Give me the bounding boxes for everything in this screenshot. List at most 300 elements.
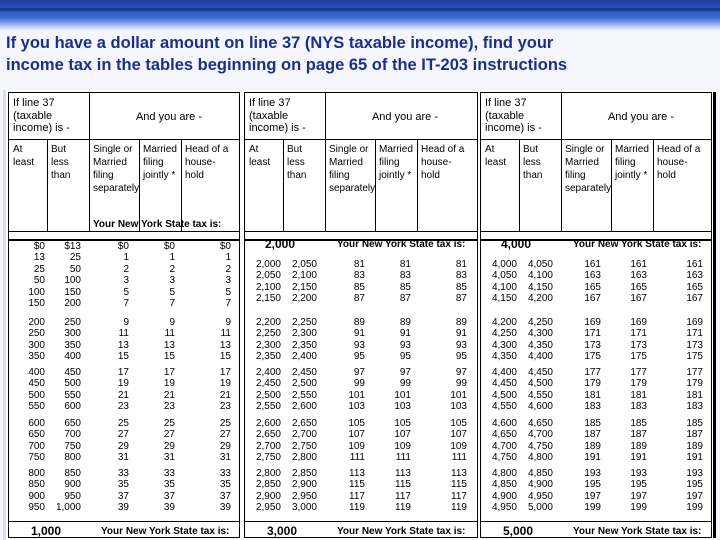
nys-tax-label-footer: Your New York State tax is: bbox=[573, 526, 702, 537]
tax-cell: 150 bbox=[28, 298, 45, 309]
tax-cell: 25 bbox=[117, 418, 129, 429]
tax-cell: 115 bbox=[395, 479, 411, 491]
tax-cell: 2,250 bbox=[255, 328, 281, 340]
footer-amount: 5,000 bbox=[503, 524, 534, 538]
tax-cell: 19 bbox=[219, 378, 231, 390]
header-married-jointly: Married filing jointly * bbox=[615, 144, 649, 181]
tax-cell: 17 bbox=[117, 367, 129, 378]
tax-cell: 4,050 bbox=[491, 270, 517, 282]
tax-cell: 189 bbox=[630, 440, 647, 452]
tax-cell: 2,050 bbox=[255, 270, 281, 282]
tax-cell: 4,800 bbox=[527, 452, 553, 464]
column-divider bbox=[375, 139, 376, 231]
tax-cell: 15 bbox=[163, 351, 175, 363]
tax-cell: 4,700 bbox=[527, 429, 553, 441]
tax-cell: 13 bbox=[219, 339, 231, 351]
tax-cell: 25 bbox=[163, 418, 175, 429]
header-single-or-married: Single or Married filing separately bbox=[93, 144, 140, 194]
header-head-of-household: Head of a house-hold bbox=[657, 144, 701, 181]
tax-cell: 185 bbox=[630, 418, 647, 429]
tax-cell: 109 bbox=[394, 440, 411, 452]
row-divider bbox=[245, 139, 477, 140]
tax-cell: 197 bbox=[686, 490, 703, 502]
tax-table-sheet bbox=[6, 90, 716, 540]
column-divider bbox=[181, 139, 182, 231]
tax-cell: 195 bbox=[686, 479, 703, 491]
nys-tax-label-footer: Your New York State tax is: bbox=[337, 526, 466, 537]
tax-cell: 19 bbox=[117, 378, 129, 390]
nys-tax-label: Your New York State tax is: bbox=[573, 239, 702, 250]
tax-cell: 2,400 bbox=[255, 367, 281, 378]
tax-cell: 105 bbox=[450, 418, 467, 429]
tax-cell: 13 bbox=[33, 252, 45, 264]
column-divider bbox=[561, 93, 562, 231]
tax-cell: 2,600 bbox=[291, 401, 317, 413]
tax-cell: 189 bbox=[686, 440, 703, 452]
tax-cell: 5 bbox=[169, 286, 175, 298]
tax-cell: 197 bbox=[630, 490, 647, 502]
row-divider bbox=[481, 139, 711, 140]
tax-table-panel-1 bbox=[8, 92, 240, 538]
tax-cell: 600 bbox=[64, 401, 81, 413]
tax-cell: 163 bbox=[584, 270, 601, 282]
tax-cell: 250 bbox=[64, 317, 81, 328]
tax-cell: 91 bbox=[399, 328, 411, 340]
tax-cell: 2,200 bbox=[291, 293, 317, 305]
tax-cell: 29 bbox=[163, 440, 175, 452]
tax-cell: 2,850 bbox=[255, 479, 281, 491]
tax-cell: 27 bbox=[163, 429, 175, 441]
tax-cell: 191 bbox=[584, 452, 601, 464]
tax-cell: 4,900 bbox=[527, 479, 553, 491]
row-divider bbox=[245, 231, 477, 232]
tax-cell: 181 bbox=[584, 389, 601, 401]
tax-cell: $13 bbox=[64, 241, 81, 252]
tax-cell: 87 bbox=[455, 293, 467, 305]
tax-cell: 119 bbox=[451, 502, 467, 514]
tax-cell: 161 bbox=[630, 259, 647, 270]
tax-cell: 2 bbox=[123, 263, 129, 275]
tax-cell: 189 bbox=[584, 440, 601, 452]
tax-cell: 167 bbox=[584, 293, 601, 305]
tax-cell: 23 bbox=[163, 401, 175, 413]
tax-cell: 103 bbox=[348, 401, 365, 413]
tax-cell: 81 bbox=[455, 259, 467, 270]
tax-cell: 89 bbox=[455, 317, 467, 328]
tax-cell: 13 bbox=[117, 339, 129, 351]
header-but-less-than: But less than bbox=[287, 144, 307, 181]
header-head-of-household: Head of a house-hold bbox=[185, 144, 229, 181]
tax-cell: 3,000 bbox=[291, 502, 317, 514]
tax-cell: 117 bbox=[349, 490, 365, 502]
header-married-jointly: Married filing jointly * bbox=[143, 144, 177, 181]
column-divider bbox=[47, 139, 48, 231]
tax-cell: 4,500 bbox=[527, 378, 553, 390]
slide-header-bar bbox=[0, 0, 720, 30]
nys-tax-label: Your New York State tax is: bbox=[337, 239, 466, 250]
tax-cell: 161 bbox=[686, 259, 703, 270]
tax-cell: 95 bbox=[353, 351, 365, 363]
tax-cell: 105 bbox=[348, 418, 365, 429]
tax-cell: 4,200 bbox=[527, 293, 553, 305]
tax-cell: 3 bbox=[123, 275, 129, 287]
tax-cell: 4,600 bbox=[527, 401, 553, 413]
tax-cell: 400 bbox=[28, 367, 45, 378]
tax-cell: 31 bbox=[219, 452, 231, 464]
tax-cell: 179 bbox=[584, 378, 601, 390]
tax-cell: 650 bbox=[64, 418, 81, 429]
tax-cell: 85 bbox=[353, 281, 365, 293]
tax-cell: 109 bbox=[450, 440, 467, 452]
tax-cell: 4,500 bbox=[491, 389, 517, 401]
tax-cell: 165 bbox=[686, 281, 703, 293]
tax-cell: 2,350 bbox=[291, 339, 317, 351]
tax-cell: 99 bbox=[455, 378, 467, 390]
tax-cell: 81 bbox=[353, 259, 365, 270]
nys-tax-label: Your New York State tax is: bbox=[93, 219, 222, 230]
tax-cell: 2,900 bbox=[291, 479, 317, 491]
header-and-you-are: And you are - bbox=[607, 111, 675, 123]
tax-cell: 1 bbox=[225, 252, 231, 264]
tax-cell: 4,350 bbox=[491, 351, 517, 363]
tax-cell: 750 bbox=[28, 452, 45, 464]
tax-cell: 2,000 bbox=[255, 259, 281, 270]
tax-cell: 13 bbox=[163, 339, 175, 351]
tax-cell: $0 bbox=[33, 241, 45, 252]
tax-cell: 39 bbox=[219, 502, 231, 514]
column-divider bbox=[325, 93, 326, 231]
tax-cell: 111 bbox=[349, 452, 365, 464]
tax-cell: 4,300 bbox=[491, 339, 517, 351]
tax-cell: 2,650 bbox=[291, 418, 317, 429]
column-divider bbox=[89, 93, 90, 231]
tax-cell: 39 bbox=[163, 502, 175, 514]
tax-cell: 93 bbox=[455, 339, 467, 351]
tax-cell: 4,650 bbox=[527, 418, 553, 429]
tax-cell: 105 bbox=[394, 418, 411, 429]
tax-cell: 195 bbox=[584, 479, 601, 491]
tax-cell: 800 bbox=[28, 468, 45, 479]
tax-cell: 4,150 bbox=[491, 293, 517, 305]
header-at-least: At least bbox=[485, 144, 507, 168]
tax-cell: 35 bbox=[219, 479, 231, 491]
tax-cell: 4,450 bbox=[491, 378, 517, 390]
tax-cell: 2 bbox=[225, 263, 231, 275]
tax-cell: 950 bbox=[28, 502, 45, 514]
tax-cell: 23 bbox=[117, 401, 129, 413]
tax-cell: 4,850 bbox=[527, 468, 553, 479]
tax-cell: 91 bbox=[353, 328, 365, 340]
tax-cell: 2,500 bbox=[291, 378, 317, 390]
tax-cell: 350 bbox=[64, 339, 81, 351]
tax-cell: $0 bbox=[219, 241, 231, 252]
nys-tax-label-footer: Your New York State tax is: bbox=[101, 526, 230, 537]
tax-cell: 175 bbox=[686, 351, 703, 363]
tax-cell: 185 bbox=[584, 418, 601, 429]
tax-cell: 175 bbox=[584, 351, 601, 363]
tax-cell: 200 bbox=[64, 298, 81, 309]
tax-cell: 17 bbox=[219, 367, 231, 378]
tax-cell: 89 bbox=[399, 317, 411, 328]
tax-cell: 87 bbox=[399, 293, 411, 305]
tax-cell: 9 bbox=[225, 317, 231, 328]
tax-cell: 700 bbox=[28, 440, 45, 452]
tax-cell: 3 bbox=[169, 275, 175, 287]
tax-cell: 183 bbox=[630, 401, 647, 413]
row-divider bbox=[481, 521, 711, 522]
tax-cell: 2,700 bbox=[255, 440, 281, 452]
tax-cell: 165 bbox=[630, 281, 647, 293]
tax-cell: 11 bbox=[164, 328, 175, 340]
tax-cell: 93 bbox=[353, 339, 365, 351]
tax-cell: 4,250 bbox=[527, 317, 553, 328]
tax-cell: 2,950 bbox=[291, 490, 317, 502]
tax-cell: 163 bbox=[630, 270, 647, 282]
tax-cell: 800 bbox=[64, 452, 81, 464]
tax-cell: 171 bbox=[686, 328, 703, 340]
tax-cell: 100 bbox=[64, 275, 81, 287]
tax-cell: 177 bbox=[630, 367, 647, 378]
section-amount: 4,000 bbox=[501, 237, 532, 251]
tax-cell: 117 bbox=[395, 490, 411, 502]
tax-cell: 2,650 bbox=[255, 429, 281, 441]
tax-cell: 19 bbox=[163, 378, 175, 390]
tax-cell: 25 bbox=[33, 263, 45, 275]
tax-cell: $0 bbox=[163, 241, 175, 252]
column-divider bbox=[139, 139, 140, 231]
tax-cell: 173 bbox=[686, 339, 703, 351]
tax-cell: 5 bbox=[225, 286, 231, 298]
tax-cell: 183 bbox=[584, 401, 601, 413]
tax-cell: 119 bbox=[395, 502, 411, 514]
tax-cell: 350 bbox=[28, 351, 45, 363]
footer-amount: 3,000 bbox=[267, 524, 298, 538]
tax-cell: 9 bbox=[169, 317, 175, 328]
tax-cell: 87 bbox=[353, 293, 365, 305]
header-but-less-than: But less than bbox=[523, 144, 543, 181]
tax-cell: 300 bbox=[64, 328, 81, 340]
tax-cell: 33 bbox=[163, 468, 175, 479]
tax-cell: 83 bbox=[399, 270, 411, 282]
header-single-or-married: Single or Married filing separately bbox=[329, 144, 376, 194]
tax-cell: 4,850 bbox=[491, 479, 517, 491]
slide-title bbox=[6, 32, 716, 76]
row-divider bbox=[9, 521, 239, 522]
tax-cell: 4,350 bbox=[527, 339, 553, 351]
tax-cell: 650 bbox=[28, 429, 45, 441]
tax-cell: 550 bbox=[64, 389, 81, 401]
tax-cell: 97 bbox=[455, 367, 467, 378]
tax-cell: 177 bbox=[584, 367, 601, 378]
tax-cell: 107 bbox=[348, 429, 365, 441]
tax-cell: 91 bbox=[455, 328, 467, 340]
tax-cell: 11 bbox=[118, 328, 129, 340]
tax-cell: 4,800 bbox=[491, 468, 517, 479]
tax-cell: 2,150 bbox=[291, 281, 317, 293]
tax-cell: 173 bbox=[630, 339, 647, 351]
tax-cell: 2,900 bbox=[255, 490, 281, 502]
tax-cell: 7 bbox=[123, 298, 129, 309]
section-amount: 2,000 bbox=[265, 237, 296, 251]
tax-cell: 900 bbox=[28, 490, 45, 502]
tax-cell: 700 bbox=[64, 429, 81, 441]
tax-cell: 193 bbox=[686, 468, 703, 479]
tax-cell: 450 bbox=[28, 378, 45, 390]
tax-cell: 2,600 bbox=[255, 418, 281, 429]
tax-cell: 113 bbox=[395, 468, 411, 479]
tax-cell: 101 bbox=[348, 389, 365, 401]
tax-cell: 103 bbox=[450, 401, 467, 413]
tax-cell: 115 bbox=[349, 479, 365, 491]
header-at-least: At least bbox=[13, 144, 35, 168]
column-divider bbox=[417, 139, 418, 231]
tax-cell: 2,300 bbox=[291, 328, 317, 340]
tax-cell: 115 bbox=[451, 479, 467, 491]
tax-cell: 21 bbox=[117, 389, 129, 401]
tax-cell: 9 bbox=[123, 317, 129, 328]
tax-cell: 2,100 bbox=[255, 281, 281, 293]
tax-cell: 1 bbox=[169, 252, 175, 264]
tax-cell: 179 bbox=[686, 378, 703, 390]
tax-cell: 500 bbox=[28, 389, 45, 401]
tax-cell: 167 bbox=[686, 293, 703, 305]
column-divider bbox=[283, 139, 284, 231]
tax-cell: 15 bbox=[219, 351, 231, 363]
header-and-you-are: And you are - bbox=[135, 111, 203, 123]
header-if-line: If line 37 (taxable income) is - bbox=[13, 97, 70, 134]
tax-cell: 119 bbox=[349, 502, 365, 514]
tax-cell: 175 bbox=[630, 351, 647, 363]
tax-cell: 23 bbox=[219, 401, 231, 413]
tax-cell: 173 bbox=[584, 339, 601, 351]
tax-cell: 600 bbox=[28, 418, 45, 429]
footer-amount: 1,000 bbox=[31, 524, 62, 538]
tax-cell: 21 bbox=[163, 389, 175, 401]
tax-cell: 21 bbox=[219, 389, 231, 401]
tax-cell: 117 bbox=[451, 490, 467, 502]
tax-cell: 2,400 bbox=[291, 351, 317, 363]
tax-cell: 2,350 bbox=[255, 351, 281, 363]
tax-cell: 15 bbox=[117, 351, 129, 363]
tax-cell: 85 bbox=[455, 281, 467, 293]
tax-cell: 4,100 bbox=[527, 270, 553, 282]
tax-cell: 2,550 bbox=[255, 401, 281, 413]
tax-cell: 2,750 bbox=[255, 452, 281, 464]
column-divider bbox=[653, 139, 654, 231]
tax-cell: 199 bbox=[584, 502, 601, 514]
tax-cell: 107 bbox=[394, 429, 411, 441]
tax-cell: 4,950 bbox=[491, 502, 517, 514]
tax-table-panel-2 bbox=[244, 92, 478, 538]
tax-cell: 37 bbox=[117, 490, 129, 502]
tax-cell: 11 bbox=[220, 328, 231, 340]
header-if-line: If line 37 (taxable income) is - bbox=[249, 97, 306, 134]
tax-cell: 4,450 bbox=[527, 367, 553, 378]
tax-cell: 4,700 bbox=[491, 440, 517, 452]
tax-cell: 4,200 bbox=[491, 317, 517, 328]
tax-cell: 99 bbox=[353, 378, 365, 390]
tax-cell: 7 bbox=[169, 298, 175, 309]
tax-cell: 29 bbox=[117, 440, 129, 452]
tax-cell: 97 bbox=[353, 367, 365, 378]
tax-cell: 199 bbox=[630, 502, 647, 514]
tax-cell: 109 bbox=[348, 440, 365, 452]
tax-cell: 2,200 bbox=[255, 317, 281, 328]
tax-cell: 50 bbox=[33, 275, 45, 287]
tax-cell: 111 bbox=[451, 452, 467, 464]
tax-cell: 111 bbox=[395, 452, 411, 464]
row-divider bbox=[245, 521, 477, 522]
tax-cell: 199 bbox=[686, 502, 703, 514]
tax-cell: 85 bbox=[399, 281, 411, 293]
tax-cell: 177 bbox=[686, 367, 703, 378]
tax-cell: 1 bbox=[123, 252, 129, 264]
tax-cell: 2,150 bbox=[255, 293, 281, 305]
tax-cell: 37 bbox=[219, 490, 231, 502]
tax-cell: 25 bbox=[69, 252, 81, 264]
tax-cell: 4,550 bbox=[491, 401, 517, 413]
tax-cell: 2,800 bbox=[255, 468, 281, 479]
tax-cell: 4,650 bbox=[491, 429, 517, 441]
tax-cell: 4,150 bbox=[527, 281, 553, 293]
tax-cell: 25 bbox=[219, 418, 231, 429]
tax-cell: 187 bbox=[584, 429, 601, 441]
tax-cell: 171 bbox=[584, 328, 601, 340]
tax-cell: 2 bbox=[169, 263, 175, 275]
tax-cell: 4,250 bbox=[491, 328, 517, 340]
tax-cell: 2,700 bbox=[291, 429, 317, 441]
tax-cell: $0 bbox=[117, 241, 129, 252]
tax-cell: 2,300 bbox=[255, 339, 281, 351]
tax-cell: 250 bbox=[28, 328, 45, 340]
sheet-edge bbox=[713, 92, 716, 538]
tax-cell: 2,950 bbox=[255, 502, 281, 514]
tax-cell: 169 bbox=[630, 317, 647, 328]
tax-cell: 29 bbox=[219, 440, 231, 452]
tax-cell: 4,400 bbox=[527, 351, 553, 363]
tax-cell: 89 bbox=[353, 317, 365, 328]
tax-cell: 193 bbox=[630, 468, 647, 479]
tax-cell: 2,550 bbox=[291, 389, 317, 401]
tax-cell: 2,500 bbox=[255, 389, 281, 401]
tax-cell: 35 bbox=[117, 479, 129, 491]
column-divider bbox=[611, 139, 612, 231]
tax-cell: 7 bbox=[225, 298, 231, 309]
tax-cell: 2,850 bbox=[291, 468, 317, 479]
tax-cell: 4,600 bbox=[491, 418, 517, 429]
tax-cell: 83 bbox=[353, 270, 365, 282]
tax-cell: 171 bbox=[630, 328, 647, 340]
tax-cell: 193 bbox=[584, 468, 601, 479]
header-married-jointly: Married filing jointly * bbox=[379, 144, 413, 181]
tax-cell: 2,250 bbox=[291, 317, 317, 328]
tax-cell: 4,950 bbox=[527, 490, 553, 502]
tax-cell: 101 bbox=[394, 389, 411, 401]
tax-cell: 31 bbox=[117, 452, 129, 464]
tax-cell: 4,050 bbox=[527, 259, 553, 270]
header-if-line: If line 37 (taxable income) is - bbox=[485, 97, 542, 134]
tax-cell: 300 bbox=[28, 339, 45, 351]
tax-cell: 5 bbox=[123, 286, 129, 298]
tax-cell: 27 bbox=[219, 429, 231, 441]
tax-cell: 35 bbox=[163, 479, 175, 491]
tax-cell: 93 bbox=[399, 339, 411, 351]
tax-cell: 99 bbox=[399, 378, 411, 390]
header-and-you-are: And you are - bbox=[371, 111, 439, 123]
slide-title-line-1: If you have a dollar amount on line 37 (NYS taxable income), find your bbox=[6, 34, 554, 52]
tax-cell: 4,000 bbox=[491, 259, 517, 270]
tax-cell: 39 bbox=[117, 502, 129, 514]
